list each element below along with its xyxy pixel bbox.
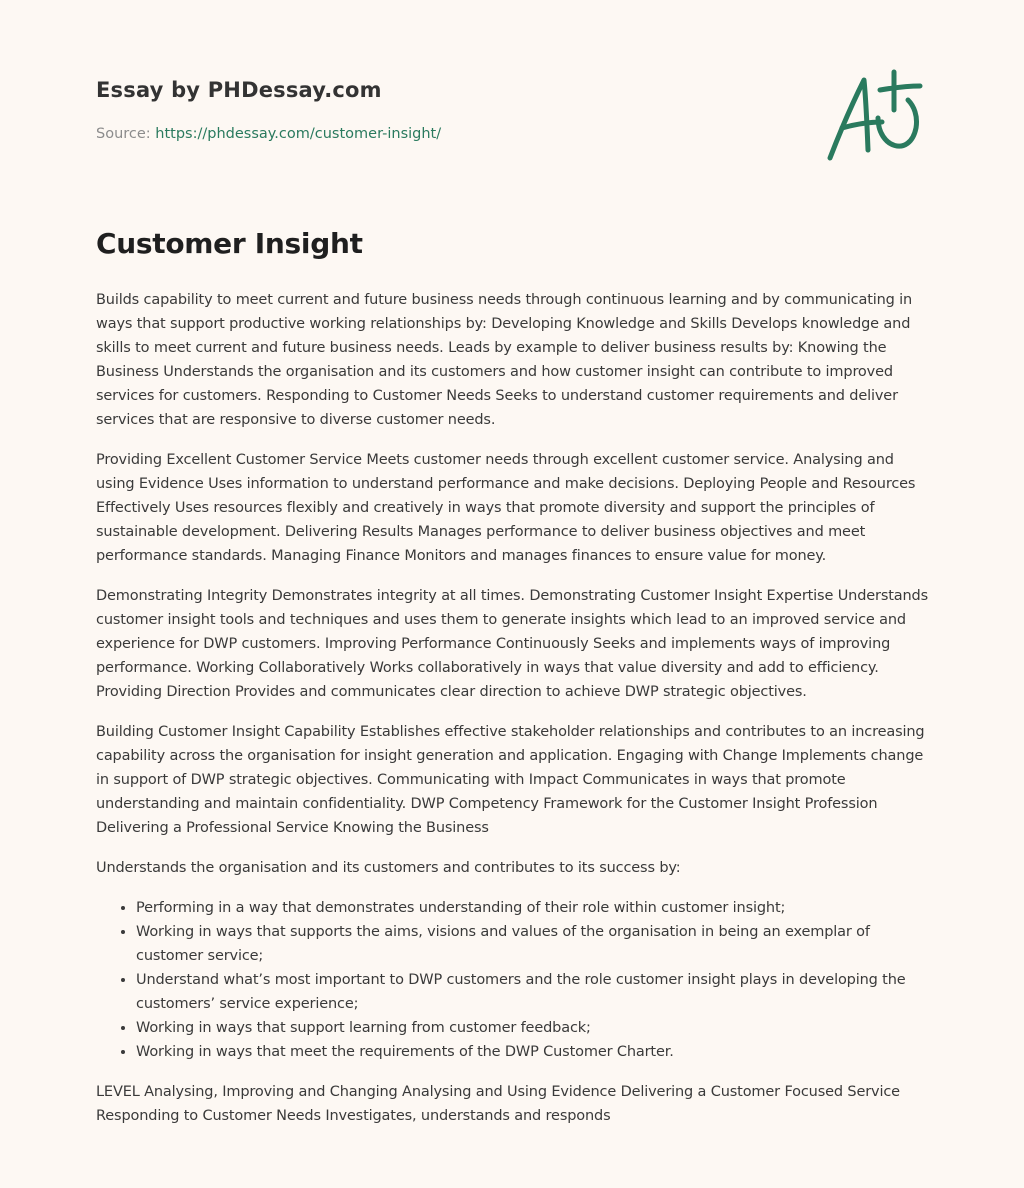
paragraph: Demonstrating Integrity Demonstrates integrity at all times. Demonstrating Customer Insight Expertise Understands customer insight tools and techniques and uses them to generate insights which lead to an improved service and experience for DWP customers. Improving Performance Continuously Seeks and implements ways of improving performance. Working Collaboratively Works collaboratively in ways that value diversity and add to efficiency. Providing Direction Provides and communicates clear direction to achieve DWP strategic objectives. [96,588,929,700]
source-line [96,124,796,144]
list-item: • Working in ways that supports the aims, visions and values of the organisation in being an exemplar of customer service; [136,920,932,968]
source-label: Source: [96,126,151,142]
paragraph: Providing Excellent Customer Service Meets customer needs through excellent customer service. Analysing and using Evidence Uses information to understand performance and make decisions. Deploying People and Resources Effectively Uses resources flexibly and creatively in ways that promote diversity and support the principles of sustainable development. Delivering Results Manages performance to deliver business objectives and meet performance standards. Managing Finance Monitors and manages finances to ensure value for money. [96,452,916,564]
list-item: • Working in ways that meet the requirements of the DWP Customer Charter. [136,1040,932,1064]
paragraph: Builds capability to meet current and future business needs through continuous learning and by communicating in ways that support productive working relationships by: Developing Knowledge and Skills Develops knowledge and skills to meet current and future business needs. Leads by example to deliver business results by: Knowing the Business Understands the organisation and its customers and how customer insight can contribute to improved services for customers. Responding to Customer Needs Seeks to understand customer requirements and deliver services that are responsive to diverse customer needs. [96,292,913,428]
list-item: • Working in ways that support learning from customer feedback; [136,1016,932,1040]
source-link[interactable]: https://phdessay.com/customer-insight/ [155,126,442,142]
paragraph: Building Customer Insight Capability Establishes effective stakeholder relationships and contributes to an increasing capability across the organisation for insight generation and application. Engaging with Change Implements change in support of DWP strategic objectives. Communicating with Impact Communicates in ways that promote understanding and maintain confidentiality. DWP Competency Framework for the Customer Insight Profession Delivering a Professional Service Knowing the Business [96,724,925,836]
bullet-list [96,896,932,1064]
site-title: Essay by PHDessay.com [96,78,382,102]
paragraph: Understands the organisation and its customers and contributes to its success by: [96,860,681,876]
essay-title: Customer Insight [96,227,363,260]
paragraph: LEVEL Analysing, Improving and Changing Analysing and Using Evidence Delivering a Customer Focused Service Responding to Customer Needs Investigates, understands and responds [96,1084,900,1124]
list-item: • Performing in a way that demonstrates understanding of their role within customer insight; [136,896,932,920]
a-plus-logo [822,66,926,166]
essay-header [96,74,796,144]
essay-content [96,224,932,1144]
list-item: • Understand what’s most important to DWP customers and the role customer insight plays in developing the customers’ service experience; [136,968,932,1016]
a-plus-icon [822,66,926,166]
